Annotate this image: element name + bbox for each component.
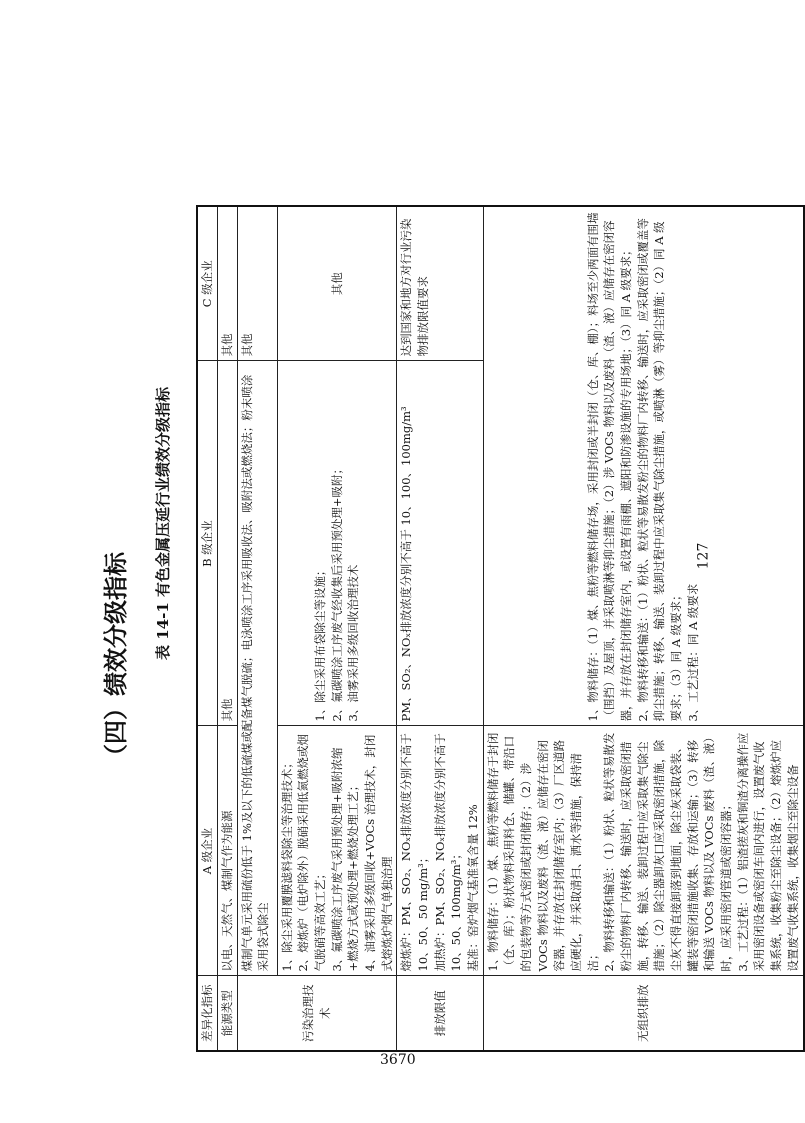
fugitive-bc (483, 206, 803, 726)
header-b: B 级企业 (197, 361, 217, 726)
page-number: 127 (695, 542, 712, 570)
table-header-row (197, 206, 217, 1051)
fugitive-a-item: 3、工艺过程：（1）铝渣搓灰和铜渣分离操作应采用密闭设备或密闭车间内进行，设置废气收集系统，收集粉尘至除尘设备；（2）熔炼炉应设置废气收集系统，收集烟尘至除尘设备 (735, 732, 800, 972)
energy-a: 以电、天然气、煤制气作为能源 (217, 726, 237, 976)
fugitive-b-item: 1、物料储存：（1）煤、焦粉等燃料储存场，采用封闭或半封闭（仓、库、棚）；料场至少两面有围墙（围挡）及屋顶，并采取喷淋等抑尘措施；（2）涉 VOCs 物料以及废料（渣、液）应储存在密闭容器，并存放在封闭储存室内，或设置有雨棚、遮阳和防渗设施的专用场地；（3）同 A 级要求； (585, 212, 634, 722)
treatment-b-item: 2、氟碳喷涂工序废气经收集后采用预处理+吸附； (329, 463, 344, 722)
page-code: 3670 (380, 1052, 416, 1068)
treatment-a-item: 1、除尘采用覆膜滤料袋除尘等治理技术； (279, 757, 294, 972)
emission-row (397, 206, 483, 1051)
fugitive-b-item: 3、工艺过程：同 A 级要求 (685, 583, 700, 722)
header-indicator: 差异化指标 (197, 976, 217, 1051)
emission-a-line: 基准：窑炉烟气基准氧含量 12% (466, 804, 481, 972)
emission-label: 排放限值 (397, 976, 483, 1051)
emission-b: PM、SO₂、NOₓ排放浓度分别不高于 10、100、100mg/m³ (397, 361, 483, 726)
fugitive-a (483, 726, 803, 976)
energy-row (217, 206, 237, 1051)
treatment-a (277, 726, 397, 976)
treatment-b (277, 361, 397, 726)
treatment-a-item: 2、熔炼炉（电炉除外）脱硝采用低氮燃烧或烟气脱硝等高效工艺； (296, 734, 328, 972)
header-c: C 级企业 (197, 206, 217, 361)
treatment-b-item: 3、油雾采用多级回收治理技术 (346, 564, 361, 722)
emission-a-line: 加热炉：PM、SO₂、NOₓ排放浓度分别不高于 10、50、100mg/m³； (432, 733, 464, 972)
fugitive-a-item: 1、物料储存：（1）煤、焦粉等燃料储存于封闭（仓、库）；粉状物料采用料仓、储罐、带沿口的包装物等方式密闭或封闭储存；（2）涉 VOCs 物料以及废料（渣、液）应储存在密闭容器，并存放在封闭储存室内；（3）厂区道路应硬化，并采取清扫、洒水等措施，保持清洁； (485, 732, 600, 972)
header-a: A 级企业 (197, 726, 217, 976)
table-title: 表 14-1 有色金属压延行业绩效分级指标 (154, 387, 172, 660)
treatment-row-1 (237, 206, 277, 1051)
treatment-c2: 其他 (277, 206, 397, 361)
fugitive-b-item: 2、物料转移和输送：（1）粉状、粒状等易散发粉尘的物料厂内转移、输送时，应采取密闭或覆盖等抑尘措施；转移、输送、装卸过程中应采取集气除尘措施，或喷淋（雾）等抑尘措施；（2）同 A 级要求；（3）同 A 级要求； (635, 218, 684, 722)
treatment-ab: 煤制气单元采用硫份低于 1%及以下的低硫煤或配备煤气脱硫；电泳喷涂工序采用吸收法、吸附法或燃烧法；粉末喷涂采用袋式除尘 (237, 361, 277, 976)
treatment-b-item: 1、除尘采用布袋除尘等设施； (313, 564, 328, 722)
emission-a (397, 726, 483, 976)
emission-c: 达到国家和地方对行业污染物排放限值要求 (397, 206, 483, 361)
treatment-a-item: 4、油雾采用多级回收+VOCs 治理技术，封闭式熔炼炉烟气单独治理 (363, 734, 394, 972)
fugitive-label: 无组织排放 (483, 976, 803, 1051)
fugitive-a-item: 2、物料转移和输送：（1）粉状、粒状等易散发粉尘的物料厂内转移、输送时，应采取密闭措施，转移、输送、装卸过程中应采取集气除尘措施；（2）除尘器卸灰口应采取密闭措施，除尘灰不得直接卸落到地面，除尘灰采取袋装、罐装等密闭措施收集、存放和运输；（3）转移和输送 VOCs 物料以及 VOCs 废料（渣、液）时，应采用密闭管道或密闭容器； (602, 731, 734, 972)
treatment-a-item: 3、氟碳喷涂工序废气采用预处理+吸附浓缩+燃烧方式或预处理+燃烧处理工艺； (329, 747, 361, 972)
energy-b: 其他 (217, 361, 237, 726)
treatment-c1: 其他 (237, 206, 277, 361)
treatment-row-2 (277, 206, 397, 1051)
fugitive-row (483, 206, 803, 1051)
section-title: （四）绩效分级指标 (101, 552, 130, 768)
treatment-label: 污染治理技术 (237, 976, 397, 1051)
performance-table (196, 205, 805, 1052)
emission-a-line: 熔炼炉：PM、SO₂、NOₓ排放浓度分别不高于 10、50、50 mg/m³； (399, 733, 431, 972)
energy-label: 能源类型 (217, 976, 237, 1051)
energy-c: 其他 (217, 206, 237, 361)
